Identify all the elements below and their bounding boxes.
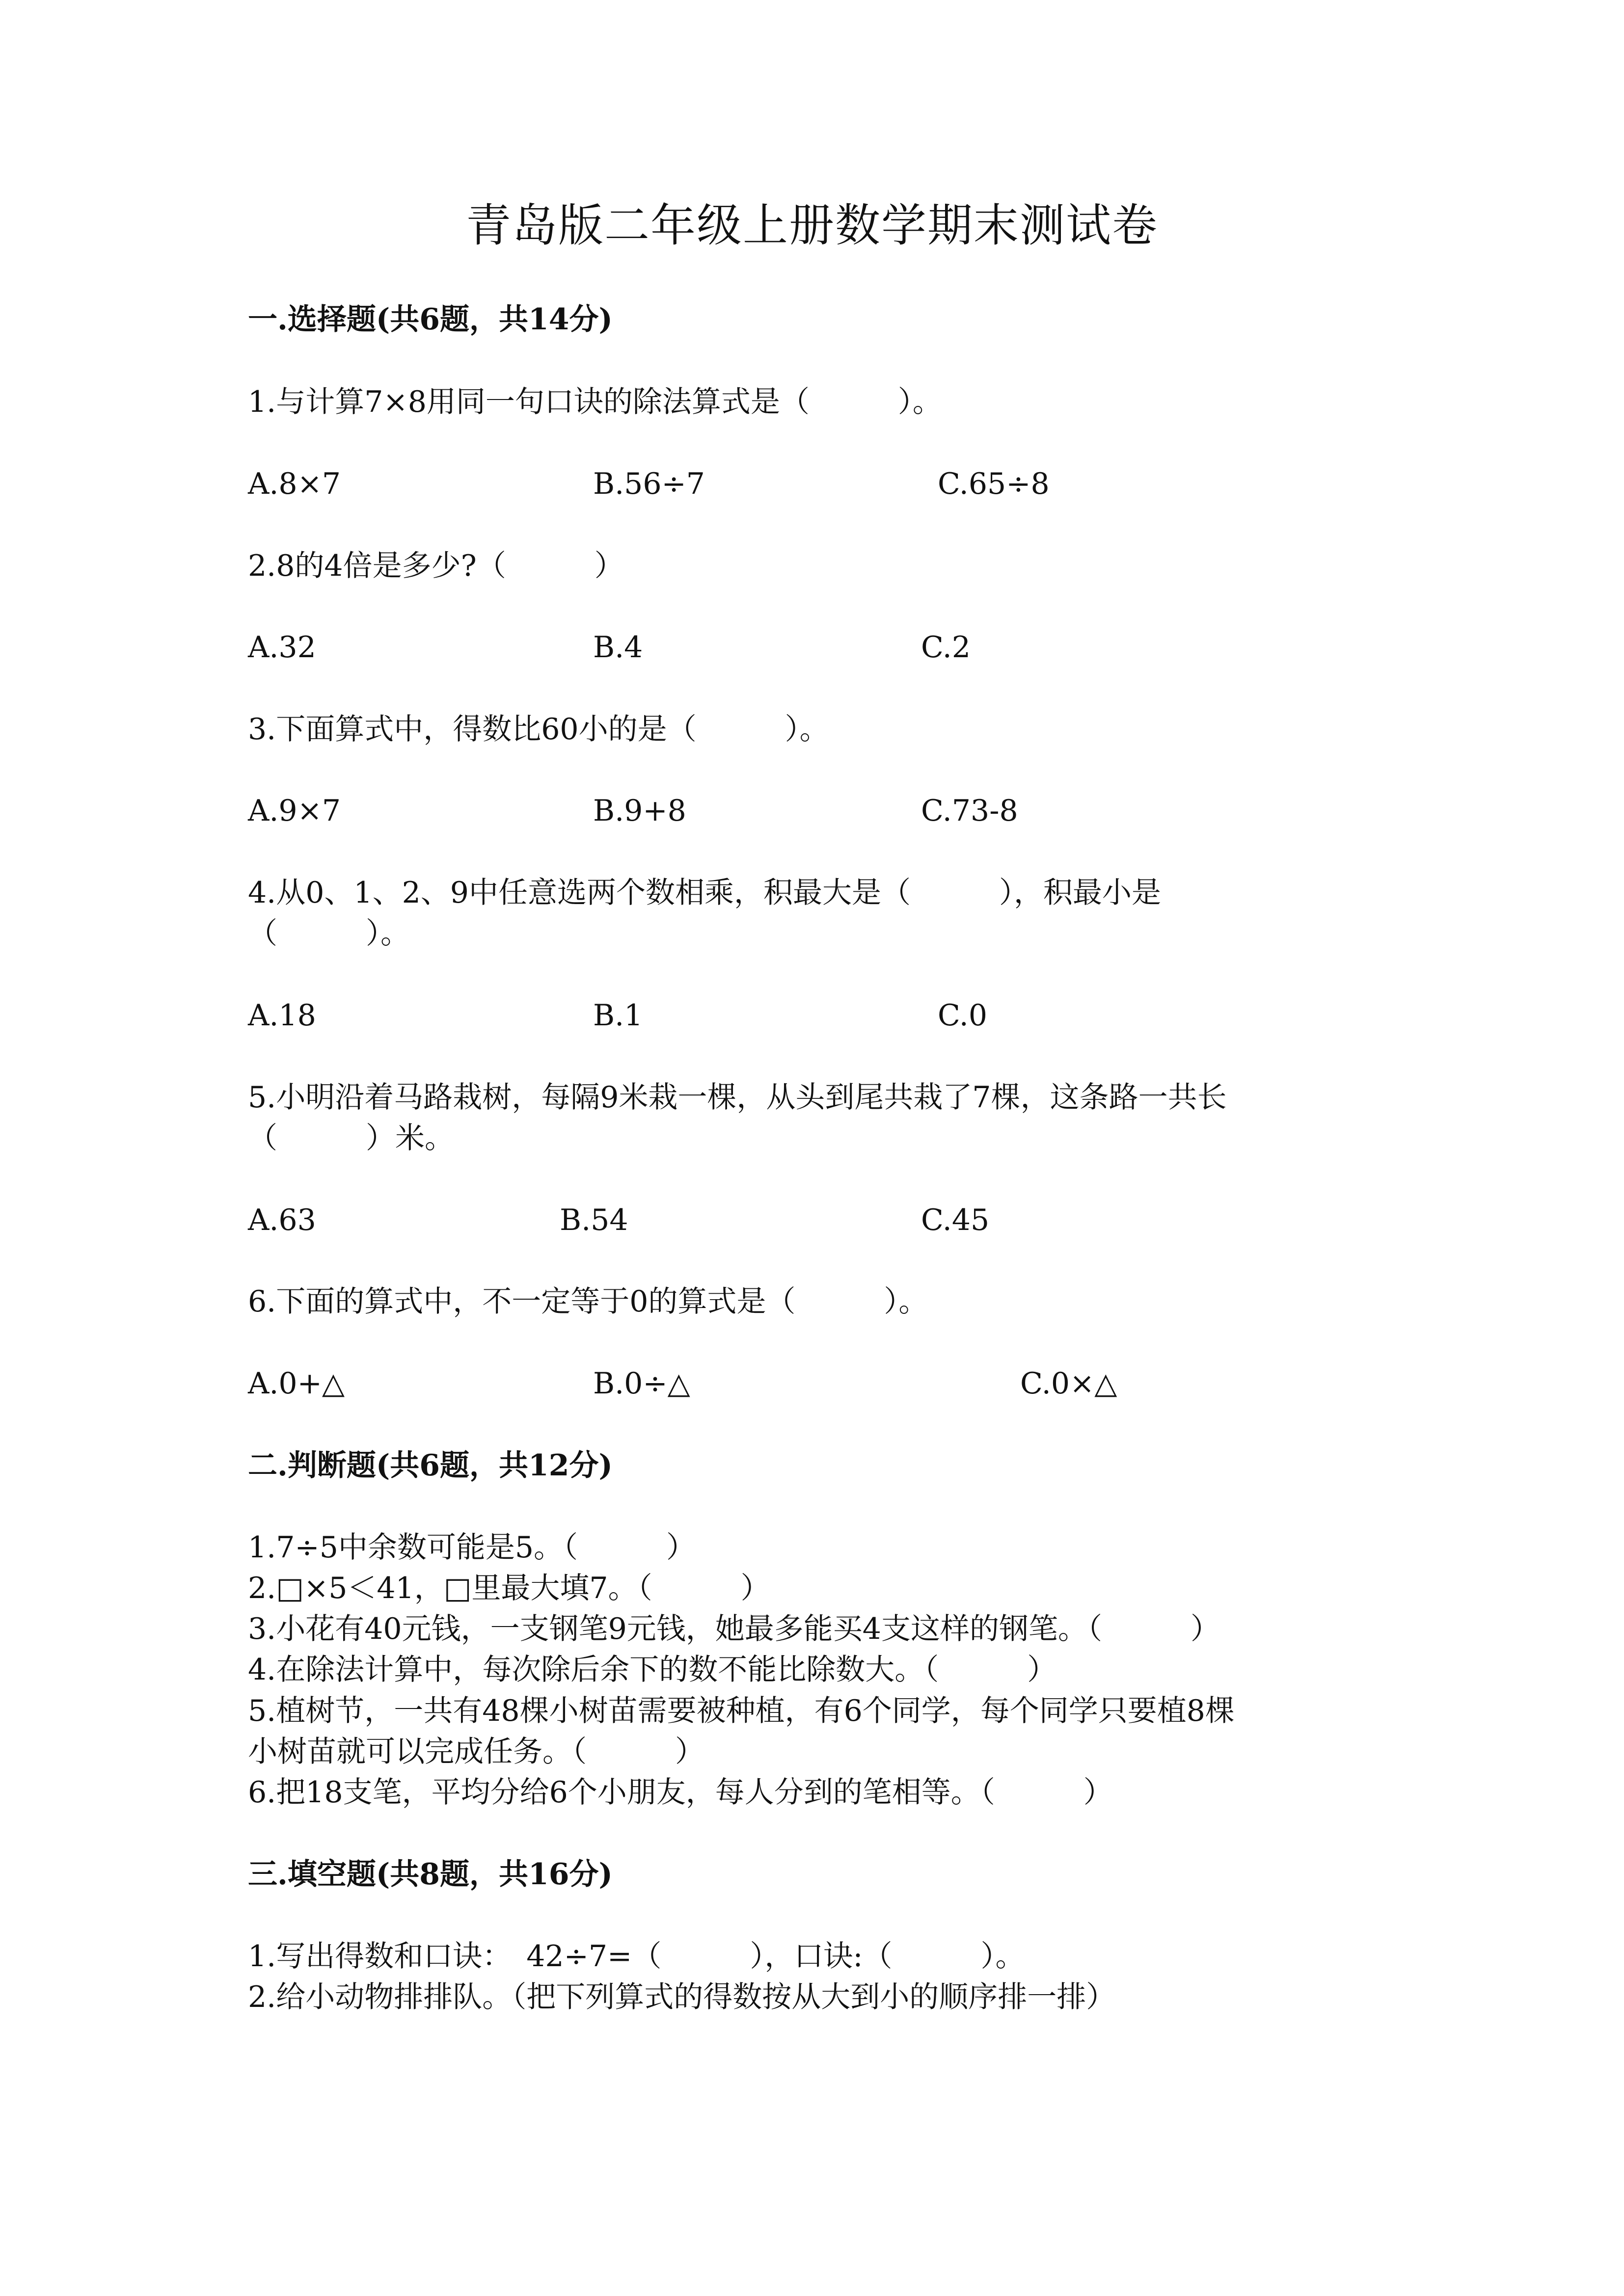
q1-option-a: A.8×7 [248,467,341,501]
judgement-line-4: 4.在除法计算中，每次除后余下的数不能比除数大。（ ） [248,1653,1057,1687]
question-4: 4.从0、1、2、9中任意选两个数相乘，积最大是（ ），积最小是 [248,876,1161,910]
q4-option-b: B.1 [593,998,643,1033]
q2-option-c: C.2 [921,630,971,665]
judgement-line-3: 3.小花有40元钱，一支钢笔9元钱，她最多能买4支这样的钢笔。（ ） [248,1612,1220,1646]
question-5-cont: （ ）米。 [248,1121,454,1155]
section-heading-choice: 一.选择题(共6题，共14分) [248,302,613,337]
q2-option-a: A.32 [248,630,316,665]
judgement-line-2: 2.□×5＜41，□里最大填7。（ ） [248,1571,770,1605]
q3-option-a: A.9×7 [248,794,341,828]
q1-option-c: C.65÷8 [938,467,1050,501]
judgement-line-5-cont: 小树苗就可以完成任务。（ ） [248,1735,704,1769]
question-4-cont: （ ）。 [248,916,410,951]
q2-option-b: B.4 [593,630,643,665]
section-heading-fill-blank: 三.填空题(共8题，共16分) [248,1857,613,1892]
question-2: 2.8的4倍是多少?（ ） [248,549,624,583]
question-1: 1.与计算7×8用同一句口诀的除法算式是（ ）。 [248,385,942,419]
fill-blank-line-1: 1.写出得数和口诀： 42÷7=（ ），口诀:（ ）。 [248,1939,1025,1974]
q4-option-c: C.0 [938,998,988,1033]
fill-blank-line-2: 2.给小动物排排队。（把下列算式的得数按从大到小的顺序排一排） [248,1980,1116,2014]
section-heading-judgement: 二.判断题(共6题，共12分) [248,1448,613,1483]
judgement-line-6: 6.把18支笔，平均分给6个小朋友，每人分到的笔相等。（ ） [248,1775,1113,1810]
question-5: 5.小明沿着马路栽树，每隔9米栽一棵，从头到尾共栽了7棵，这条路一共长 [248,1080,1227,1115]
page-title: 青岛版二年级上册数学期末测试卷 [465,199,1158,252]
q1-option-b: B.56÷7 [593,467,705,501]
judgement-line-1: 1.7÷5中余数可能是5。（ ） [248,1530,696,1565]
q5-option-c: C.45 [921,1203,990,1237]
q5-option-a: A.63 [248,1203,316,1237]
judgement-line-5: 5.植树节，一共有48棵小树苗需要被种植，有6个同学，每个同学只要植8棵 [248,1694,1235,1728]
q6-option-c: C.0×△ [1020,1366,1117,1401]
question-6: 6.下面的算式中，不一定等于0的算式是（ ）。 [248,1284,928,1319]
q4-option-a: A.18 [248,998,316,1033]
q6-option-a: A.0+△ [248,1366,345,1401]
q3-option-b: B.9+8 [593,794,686,828]
q3-option-c: C.73-8 [921,794,1018,828]
q6-option-b: B.0÷△ [593,1366,690,1401]
question-3: 3.下面算式中，得数比60小的是（ ）。 [248,712,829,747]
q5-option-b: B.54 [560,1203,628,1237]
